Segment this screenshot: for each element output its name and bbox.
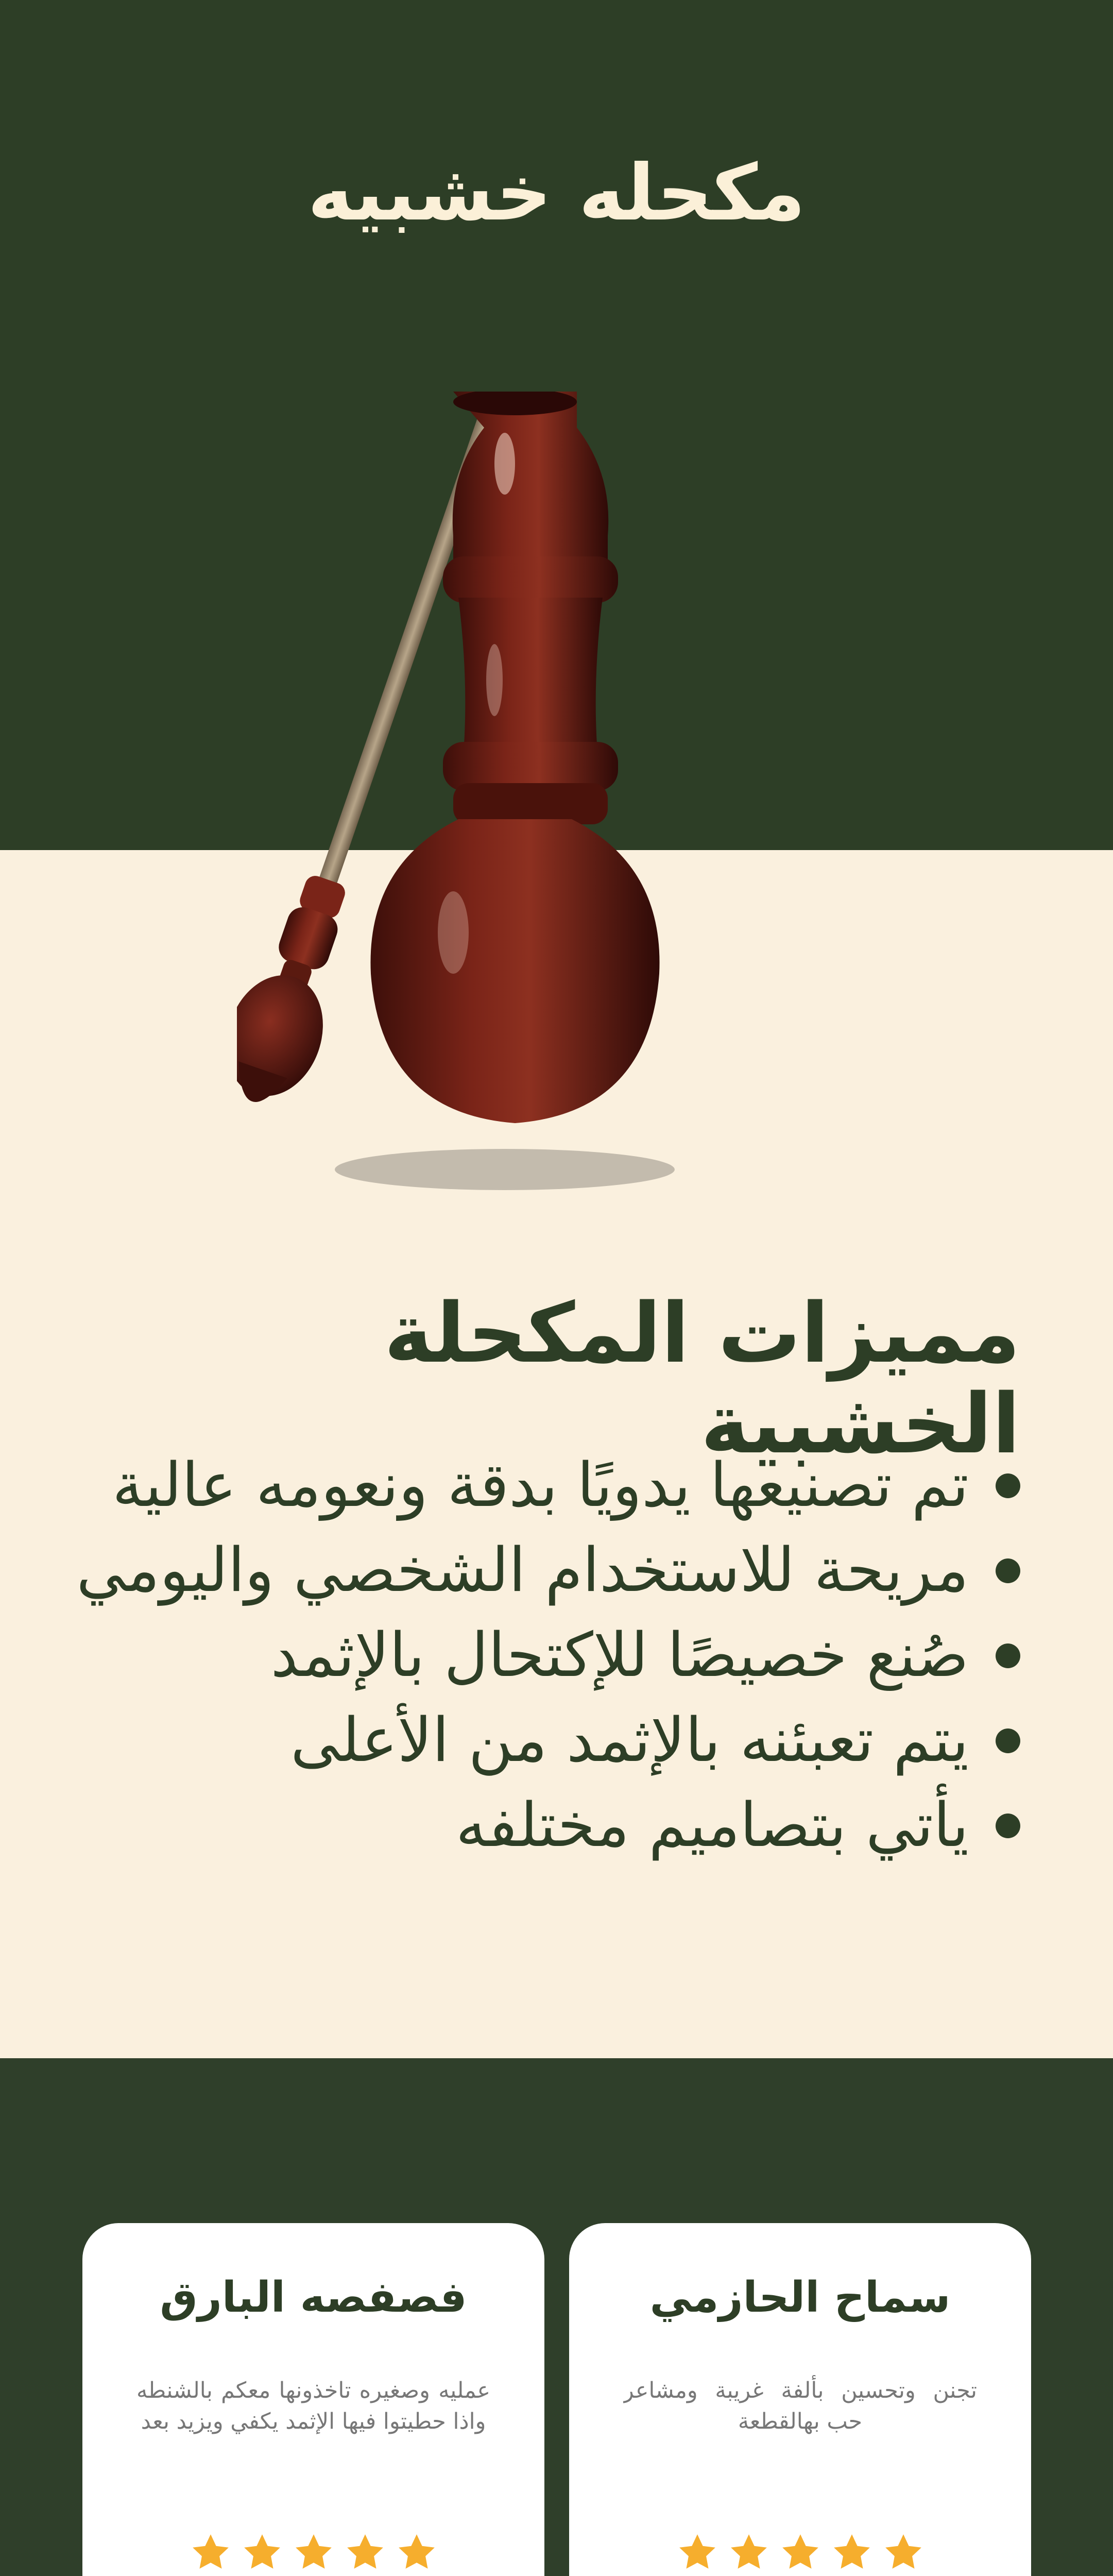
- bullet-icon: [996, 1814, 1020, 1838]
- bullet-icon: [996, 1473, 1020, 1498]
- bullet-icon: [996, 1728, 1020, 1753]
- feature-item: يأتي بتصاميم مختلفه: [67, 1783, 1020, 1868]
- star-rating: [569, 2531, 1031, 2573]
- review-text: عمليه وصغيره تاخذونها معكم بالشنطه واذا حطيتوا فيها الإثمد يكفي ويزيد بعد: [136, 2378, 490, 2434]
- features-title: مميزات المكحلة الخشبية: [384, 1285, 1020, 1472]
- star-rating: [82, 2531, 544, 2573]
- review-text: تجنن وتحسين بألفة غريبة ومشاعر حب بهالقطعة: [623, 2378, 977, 2434]
- container-body: [370, 392, 659, 1123]
- bullet-icon: [996, 1558, 1020, 1583]
- star-icon: [779, 2531, 821, 2573]
- star-icon: [241, 2531, 283, 2573]
- star-icon: [831, 2531, 873, 2573]
- star-icon: [728, 2531, 770, 2573]
- star-icon: [293, 2531, 335, 2573]
- review-card: [569, 2223, 1031, 2576]
- kohl-container-image: [237, 392, 814, 1190]
- star-icon: [676, 2531, 718, 2573]
- star-icon: [882, 2531, 924, 2573]
- features-list: [67, 1443, 1020, 1868]
- star-icon: [190, 2531, 232, 2573]
- reviewer-name: فصفصه البارق: [160, 2273, 467, 2322]
- feature-item: تم تصنيعها يدويًا بدقة ونعومه عالية: [67, 1443, 1020, 1528]
- hero-title: مكحله خشبيه: [307, 148, 806, 238]
- bullet-icon: [996, 1643, 1020, 1668]
- review-card: [82, 2223, 544, 2576]
- feature-item: يتم تعبئنه بالإثمد من الأعلى: [67, 1698, 1020, 1783]
- star-icon: [344, 2531, 386, 2573]
- feature-item: مريحة للاستخدام الشخصي واليومي: [67, 1528, 1020, 1613]
- feature-item: صُنع خصيصًا للإكتحال بالإثمد: [67, 1613, 1020, 1698]
- reviewer-name: سماح الحازمي: [649, 2273, 951, 2322]
- star-icon: [396, 2531, 438, 2573]
